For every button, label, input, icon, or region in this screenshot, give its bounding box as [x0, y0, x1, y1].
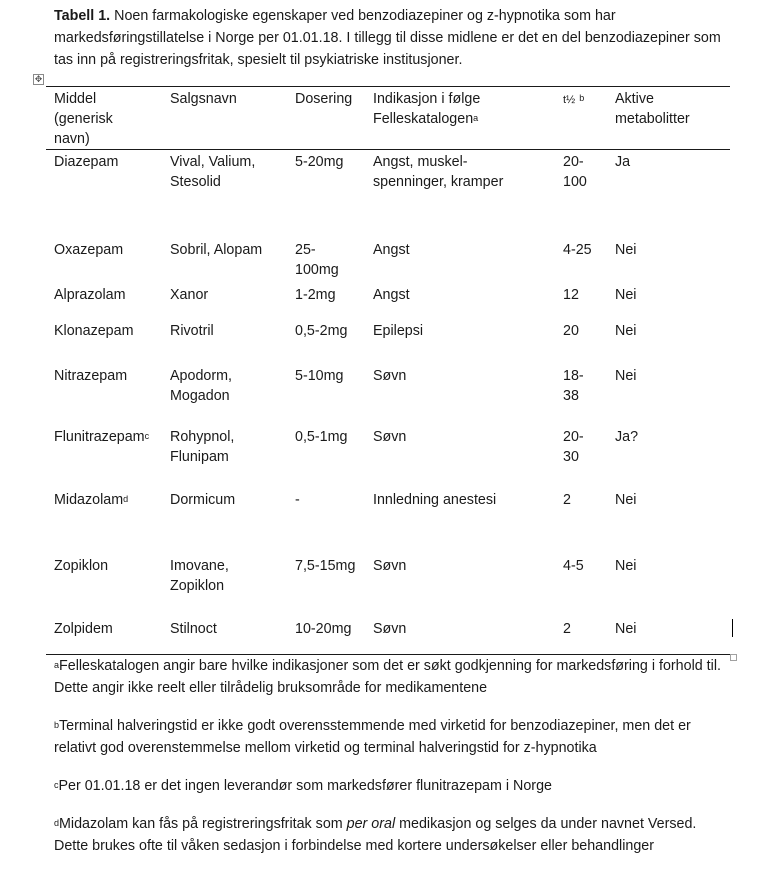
cell-dosering [295, 427, 347, 447]
cell-middel-text: Diazepam [54, 154, 119, 170]
cell-aktive: Nei [615, 368, 637, 384]
cell-salgsnavn-l2: Mogadon [170, 388, 230, 404]
cell-indikasjon [373, 366, 406, 386]
cell-middel-text: Alprazolam [54, 287, 126, 303]
header-aktive-line2: metabolitter [615, 111, 690, 127]
footnote-b [54, 715, 734, 759]
cell-dosering-l1: 5-20mg [295, 154, 344, 170]
cell-indikasjon [373, 556, 406, 576]
cell-salgsnavn-l1: Dormicum [170, 492, 236, 508]
cell-dosering [295, 366, 343, 386]
cell-middel-text: Zolpidem [54, 621, 113, 637]
header-indikasjon-line1: Indikasjon i følge [373, 91, 481, 107]
cell-indikasjon [373, 619, 406, 639]
cell-salgsnavn-l2: Flunipam [170, 449, 229, 465]
footnote-marker: c [144, 431, 150, 441]
footnote-marker: d [54, 818, 60, 828]
cell-thalf [563, 321, 579, 341]
cell-thalf [563, 490, 571, 510]
cell-thalf-l1: 2 [563, 492, 571, 508]
cell-aktive: Nei [615, 492, 637, 508]
header-dosering: Dosering [295, 91, 353, 107]
cell-salgsnavn-l1: Rohypnol, [170, 429, 235, 445]
cell-dosering-l1: 0,5-2mg [295, 323, 348, 339]
cell-middel-text: Oxazepam [54, 242, 124, 258]
cell-aktive: Nei [615, 621, 637, 637]
header-aktive-line1: Aktive [615, 91, 654, 107]
footnote-b-text: Terminal halveringstid er ikke godt overensstemmende med virketid for benzodiazepiner, men det er relativt god overenstemmelse mellom virketid og terminal halveringstid for z-hypnotika [54, 718, 691, 756]
cell-thalf [563, 285, 579, 305]
cell-thalf [563, 427, 584, 467]
cell-indikasjon [373, 152, 503, 192]
cell-salgsnavn [170, 427, 234, 467]
cell-dosering-l1: 5-10mg [295, 368, 344, 384]
footnote-a [54, 655, 734, 699]
footnote-marker: d [123, 494, 129, 504]
cell-middel-text: Klonazepam [54, 323, 134, 339]
cell-middel [54, 321, 133, 341]
cell-salgsnavn [170, 152, 255, 192]
cell-indikasjon [373, 240, 410, 260]
cell-indikasjon [373, 490, 496, 510]
cell-dosering-l1: - [295, 492, 300, 508]
cell-thalf-l1: 18- [563, 368, 584, 384]
cell-thalf-l1: 20 [563, 323, 579, 339]
cell-middel-text: Flunitrazepam [54, 429, 145, 445]
cell-thalf [563, 240, 592, 260]
cell-indikasjon-l1: Angst [373, 242, 410, 258]
cell-dosering [295, 321, 347, 341]
header-indikasjon-line2 [373, 109, 480, 129]
footnote-d [54, 813, 734, 857]
table-top-border [46, 86, 730, 87]
cell-salgsnavn-l1: Imovane, [170, 558, 229, 574]
cell-indikasjon [373, 285, 410, 305]
cell-thalf-l1: 20- [563, 429, 584, 445]
table-header-border [46, 149, 730, 150]
cell-thalf-l1: 4-5 [563, 558, 584, 574]
caption-text: Noen farmakologiske egenskaper ved benzodiazepiner og z-hypnotika som har markedsføringstillatelse i Norge per 01.01.18. I tillegg til disse midlene er det en del benzodiazepiner som tas inn på registreringsfritak, spesielt til psykiatriske institusjoner. [54, 8, 721, 68]
footnote-c-text: Per 01.01.18 er det ingen leverandør som markedsfører flunitrazepam i Norge [58, 778, 552, 794]
cell-aktive: Nei [615, 558, 637, 574]
cell-indikasjon-l1: Innledning anestesi [373, 492, 497, 508]
cell-dosering-l1: 25- [295, 242, 316, 258]
cell-salgsnavn [170, 240, 262, 260]
cell-salgsnavn-l2: Zopiklon [170, 578, 225, 594]
cell-thalf [563, 152, 587, 192]
cell-dosering-l1: 1-2mg [295, 287, 336, 303]
footnote-marker: c [54, 780, 59, 790]
cell-middel-text: Zopiklon [54, 558, 109, 574]
cell-indikasjon-l1: Søvn [373, 621, 407, 637]
cell-aktive: Nei [615, 287, 637, 303]
cell-indikasjon [373, 321, 423, 341]
footnote-marker: a [54, 660, 60, 670]
cell-dosering [295, 619, 351, 639]
cell-thalf [563, 366, 584, 406]
cell-aktive: Nei [615, 323, 637, 339]
cell-middel [54, 240, 123, 260]
cell-indikasjon-l1: Angst [373, 287, 410, 303]
cell-thalf-l2: 38 [563, 388, 579, 404]
cell-thalf [563, 556, 584, 576]
cell-thalf-l1: 4-25 [563, 242, 592, 258]
cell-salgsnavn [170, 285, 208, 305]
cell-thalf-l2: 100 [563, 174, 587, 190]
cell-dosering-l1: 10-20mg [295, 621, 352, 637]
cell-salgsnavn [170, 366, 232, 406]
cell-dosering [295, 152, 343, 172]
cell-aktive: Nei [615, 242, 637, 258]
cell-indikasjon-l1: Søvn [373, 368, 407, 384]
cell-middel [54, 556, 108, 576]
cell-indikasjon-l1: Søvn [373, 429, 407, 445]
footnote-marker: a [473, 113, 479, 123]
cell-salgsnavn-l1: Rivotril [170, 323, 214, 339]
header-middel-line2: (generisk [54, 111, 113, 127]
footnote-d-italic: per oral [346, 816, 396, 832]
footnote-d-text-2: medikasjon og selges da under navnet Versed. Dette brukes ofte til våken sedasjon i forbindelse med kortere undersøkelser eller behandlinger [54, 816, 697, 854]
cell-middel [54, 366, 127, 386]
cell-indikasjon-l1: Søvn [373, 558, 407, 574]
cell-dosering-l1: 7,5-15mg [295, 558, 356, 574]
cell-middel-text: Midazolam [54, 492, 124, 508]
footnote-c [54, 775, 734, 797]
cell-salgsnavn-l1: Xanor [170, 287, 209, 303]
cell-middel [54, 427, 149, 447]
header-salgsnavn: Salgsnavn [170, 91, 237, 107]
header-aktive [615, 89, 690, 129]
cell-salgsnavn [170, 556, 229, 596]
cell-salgsnavn [170, 619, 217, 639]
cell-thalf-l2: 30 [563, 449, 579, 465]
header-thalf [563, 89, 584, 110]
cell-middel-text: Nitrazepam [54, 368, 128, 384]
caption-label: Tabell 1. [54, 8, 111, 24]
cell-aktive: Ja [615, 154, 631, 170]
cell-indikasjon-l1: Angst, muskel- [373, 154, 468, 170]
footnote-marker: b [54, 720, 60, 730]
cell-aktive: Ja? [615, 429, 639, 445]
move-arrows-icon[interactable]: ✥ [34, 74, 43, 84]
cell-salgsnavn [170, 321, 214, 341]
cell-salgsnavn-l1: Sobril, Alopam [170, 242, 263, 258]
cell-dosering [295, 490, 300, 510]
footnote-marker: b [579, 93, 585, 103]
cell-dosering [295, 556, 355, 576]
cell-thalf-l1: 2 [563, 621, 571, 637]
cell-indikasjon-l2: spenninger, kramper [373, 174, 504, 190]
cell-thalf [563, 619, 571, 639]
header-indikasjon-text: Felleskatalogen [373, 111, 474, 127]
table-caption [54, 5, 734, 71]
cell-dosering [295, 285, 336, 305]
header-thalf-text: t½ [563, 94, 576, 106]
cell-thalf-l1: 20- [563, 154, 584, 170]
text-cursor [732, 619, 733, 637]
cell-salgsnavn-l1: Apodorm, [170, 368, 232, 384]
cell-dosering-l2: 100mg [295, 262, 339, 278]
cell-salgsnavn-l2: Stesolid [170, 174, 221, 190]
cell-salgsnavn [170, 490, 235, 510]
cell-salgsnavn-l1: Stilnoct [170, 621, 217, 637]
cell-indikasjon [373, 427, 406, 447]
cell-dosering [295, 240, 339, 280]
cell-dosering-l1: 0,5-1mg [295, 429, 348, 445]
footnote-d-text: Midazolam kan fås på registreringsfritak som [59, 816, 347, 832]
header-middel-line1: Middel [54, 91, 97, 107]
cell-salgsnavn-l1: Vival, Valium, [170, 154, 256, 170]
header-indikasjon [373, 89, 480, 129]
header-middel [54, 89, 113, 149]
cell-thalf-l1: 12 [563, 287, 579, 303]
header-middel-line3: navn) [54, 131, 90, 147]
cell-middel [54, 619, 113, 639]
cell-middel [54, 152, 118, 172]
cell-indikasjon-l1: Epilepsi [373, 323, 424, 339]
footnote-a-text: Felleskatalogen angir bare hvilke indikasjoner som det er søkt godkjenning for markedsføring i forhold til. Dette angir ikke reelt eller tilrådelig bruksområde for medikamentene [54, 658, 721, 696]
cell-middel [54, 285, 126, 305]
cell-middel [54, 490, 128, 510]
